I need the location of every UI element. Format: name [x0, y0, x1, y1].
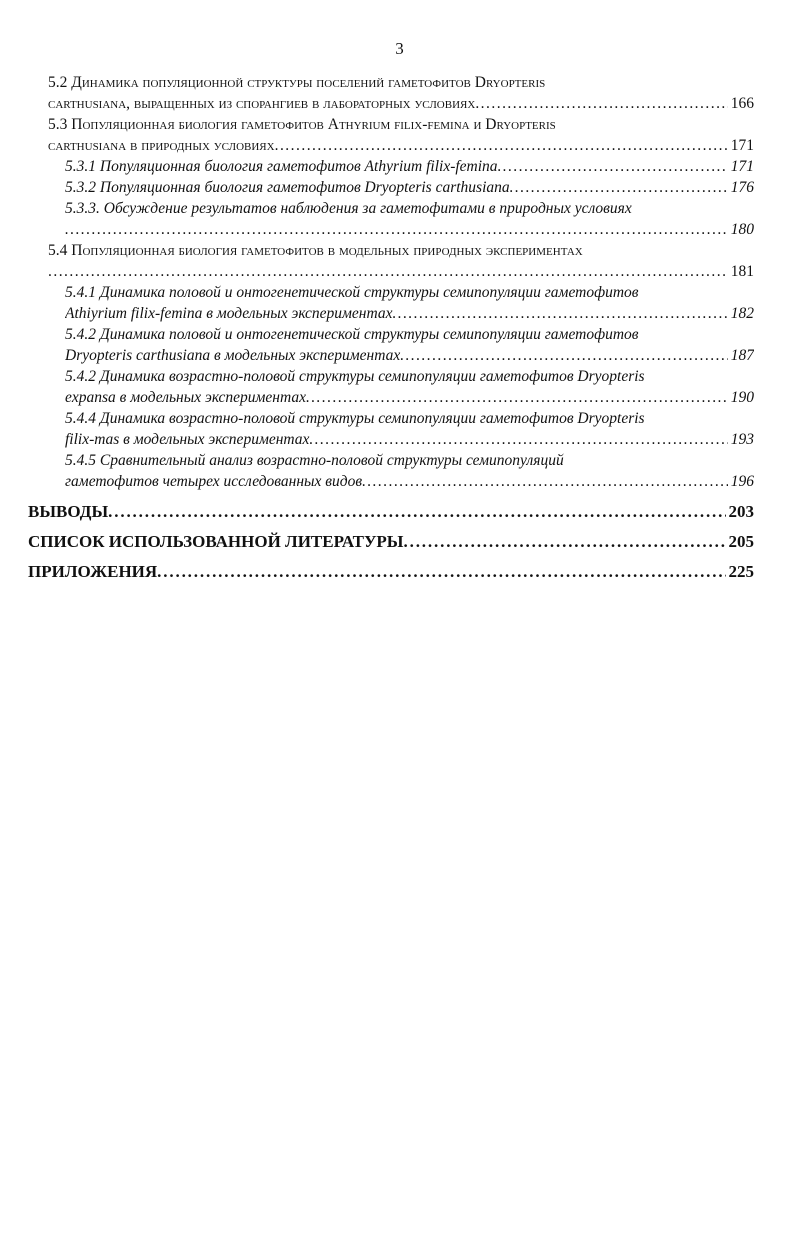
dot-leader — [65, 219, 728, 240]
toc-entry-title-cont: carthusiana в природных условиях — [48, 137, 275, 154]
dot-leader — [393, 303, 728, 324]
toc-section-appendices[interactable] — [28, 557, 754, 587]
toc-entry-title-cont: carthusiana, выращенных из спорангиев в лабораторных условиях — [48, 95, 476, 112]
toc-section-title: ПРИЛОЖЕНИЯ — [28, 562, 158, 581]
toc-entry-5-3-3[interactable] — [48, 198, 754, 240]
toc-entry-5-4-2[interactable] — [48, 324, 754, 366]
toc-entry-5-4[interactable] — [48, 240, 754, 282]
toc-page-number: 196 — [730, 473, 754, 490]
toc-section-conclusions[interactable] — [28, 497, 754, 527]
dot-leader — [404, 527, 726, 557]
toc-entry-5-2[interactable] — [48, 72, 754, 114]
toc-entry-title: 5.3 Популяционная биология гаметофитов Athyrium filix-femina и Dryopteris — [48, 116, 556, 133]
toc-page-number: 171 — [730, 137, 754, 154]
toc-page-number: 203 — [728, 502, 754, 521]
toc-page-number: 193 — [730, 431, 754, 448]
toc-entry-title: 5.3.3. Обсуждение результатов наблюдения за гаметофитами в природных условиях — [65, 200, 632, 217]
toc-page-number: 181 — [730, 263, 754, 280]
toc-entry-5-4-5[interactable] — [48, 450, 754, 492]
toc-page-number: 176 — [730, 179, 754, 196]
toc-entry-5-4-4[interactable] — [48, 408, 754, 450]
toc-page-number: 225 — [728, 562, 754, 581]
toc-entry-5-3[interactable] — [48, 114, 754, 156]
toc-entry-5-4-1[interactable] — [48, 282, 754, 324]
toc-entry-title-cont: Dryopteris carthusiana в модельных экспериментах — [65, 347, 401, 364]
main-sections — [28, 497, 754, 587]
toc-page-number: 180 — [730, 221, 754, 238]
toc-entry-title: 5.4.5 Сравнительный анализ возрастно-половой структуры семипопуляций — [65, 452, 564, 469]
dot-leader — [362, 471, 728, 492]
dot-leader — [498, 156, 728, 177]
toc-page-number: 205 — [728, 532, 754, 551]
page-number: 3 — [395, 39, 404, 58]
toc-entry-5-4-2-expansa[interactable] — [48, 366, 754, 408]
toc-entry-5-3-2[interactable] — [48, 177, 754, 198]
toc-entry-title: 5.4.2 Динамика половой и онтогенетической структуры семипопуляции гаметофитов — [65, 326, 639, 343]
dot-leader — [475, 93, 727, 114]
toc-entry-title: 5.4.2 Динамика возрастно-половой структуры семипопуляции гаметофитов Dryopteris — [65, 368, 645, 385]
toc-entry-title: 5.3.1 Популяционная биология гаметофитов Athyrium filix-femina — [65, 158, 498, 175]
toc-entry-5-3-1[interactable] — [48, 156, 754, 177]
toc-entry-title: 5.4.1 Динамика половой и онтогенетической структуры семипопуляции гаметофитов — [65, 284, 639, 301]
toc-entry-title: 5.3.2 Популяционная биология гаметофитов Dryopteris carthusiana — [65, 179, 510, 196]
dot-leader — [108, 497, 725, 527]
toc-page-number: 182 — [730, 305, 754, 322]
dot-leader — [48, 261, 728, 282]
toc-page-number: 190 — [730, 389, 754, 406]
toc-entry-title-cont: гаметофитов четырех исследованных видов — [65, 473, 363, 490]
toc-entry-title-cont: expansa в модельных экспериментах — [65, 389, 306, 406]
dot-leader — [309, 429, 727, 450]
toc-section-references[interactable] — [28, 527, 754, 557]
toc-section-title: СПИСОК ИСПОЛЬЗОВАННОЙ ЛИТЕРАТУРЫ — [28, 532, 404, 551]
dot-leader — [400, 345, 727, 366]
dot-leader — [306, 387, 728, 408]
toc-entry-title-cont: filix-mas в модельных экспериментах — [65, 431, 310, 448]
toc-page-number: 187 — [730, 347, 754, 364]
toc-entry-title: 5.4 Популяционная биология гаметофитов в модельных природных экспериментах — [48, 242, 583, 259]
dot-leader — [510, 177, 728, 198]
dot-leader — [157, 557, 725, 587]
toc-entry-title: 5.4.4 Динамика возрастно-половой структуры семипопуляции гаметофитов Dryopteris — [65, 410, 645, 427]
toc-entry-title-cont: Athiyrium filix-femina в модельных экспериментах — [65, 305, 393, 322]
toc-page-number: 171 — [730, 158, 754, 175]
toc-entry-title: 5.2 Динамика популяционной структуры поселений гаметофитов Dryopteris — [48, 74, 546, 91]
toc-page-number: 166 — [730, 95, 754, 112]
dot-leader — [275, 135, 728, 156]
toc-section-title: ВЫВОДЫ — [28, 502, 109, 521]
table-of-contents — [48, 72, 754, 492]
